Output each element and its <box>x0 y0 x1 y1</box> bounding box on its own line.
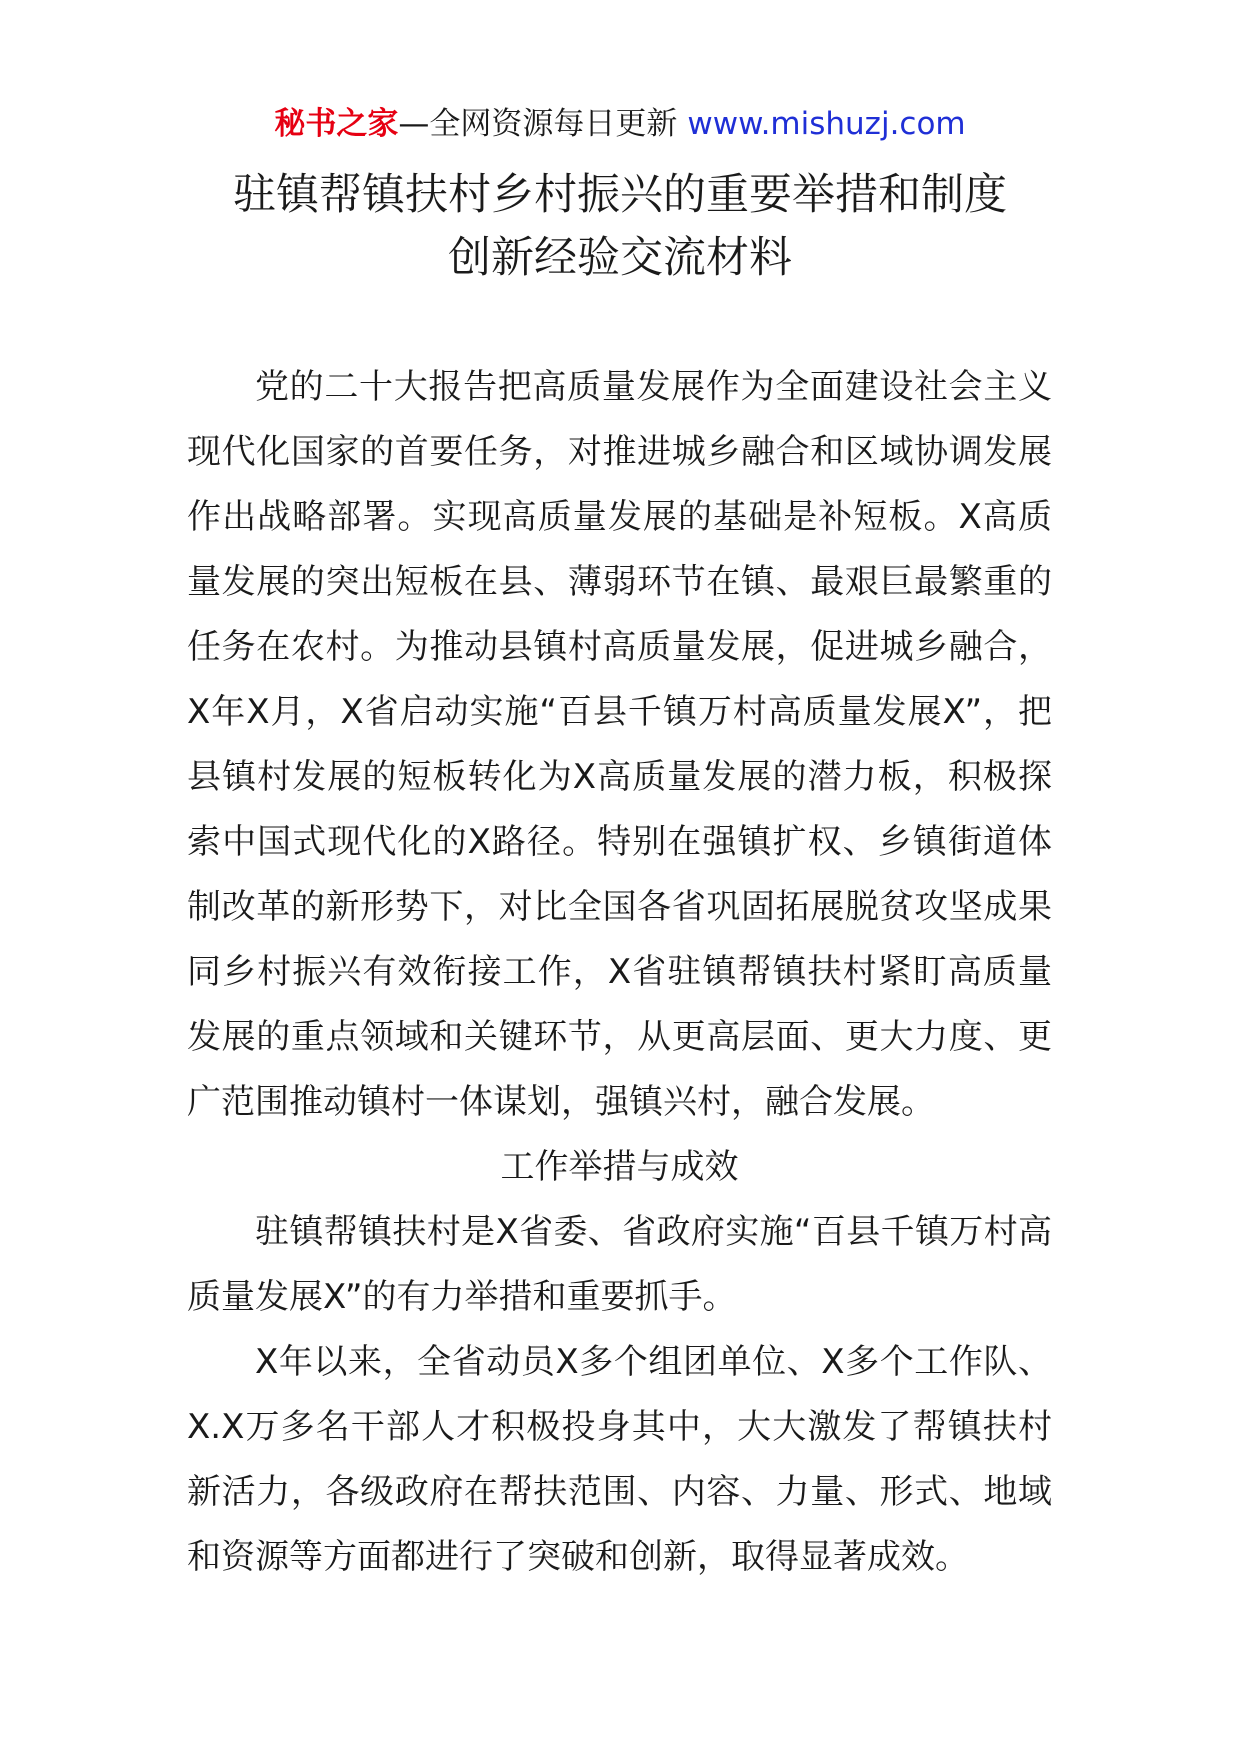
intro-paragraph: 党的二十大报告把高质量发展作为全面建设社会主义现代化国家的首要任务，对推进城乡融合和区域协调发展作出战略部署。实现高质量发展的基础是补短板。X高质量发展的突出短板在县、薄弱环节在镇、最艰巨最繁重的任务在农村。为推动县镇村高质量发展，促进城乡融合，X年X月，X省启动实施“百县千镇万村高质量发展X”，把县镇村发展的短板转化为X高质量发展的潜力板，积极探索中国式现代化的X路径。特别在强镇扩权、乡镇街道体制改革的新形势下，对比全国各省巩固拓展脱贫攻坚成果同乡村振兴有效衔接工作，X省驻镇帮镇扶村紧盯高质量发展的重点领域和关键环节，从更高层面、更大力度、更广范围推动镇村一体谋划，强镇兴村，融合发展。 <box>187 367 1052 1122</box>
section-paragraph-2: X年以来，全省动员X多个组团单位、X多个工作队、X.X万多名干部人才积极投身其中，大大激发了帮镇扶村新活力，各级政府在帮扶范围、内容、力量、形式、地域和资源等方面都进行了突破和创新，取得显著成效。 <box>187 1342 1052 1577</box>
site-brand: 秘书之家 <box>274 106 399 142</box>
section-heading: 工作举措与成效 <box>500 1147 739 1187</box>
section-paragraph-1: 驻镇帮镇扶村是X省委、省政府实施“百县千镇万村高质量发展X”的有力举措和重要抓手。 <box>187 1212 1052 1317</box>
site-header <box>0 104 1240 144</box>
document-body <box>187 355 1052 1590</box>
document-title-line-1: 驻镇帮镇扶村乡村振兴的重要举措和制度 <box>233 170 1007 220</box>
site-slogan: —全网资源每日更新 <box>398 106 678 142</box>
document-title <box>150 164 1090 290</box>
document-title-line-2: 创新经验交流材料 <box>448 233 792 283</box>
site-url-link[interactable]: www.mishuzj.com <box>687 106 966 142</box>
